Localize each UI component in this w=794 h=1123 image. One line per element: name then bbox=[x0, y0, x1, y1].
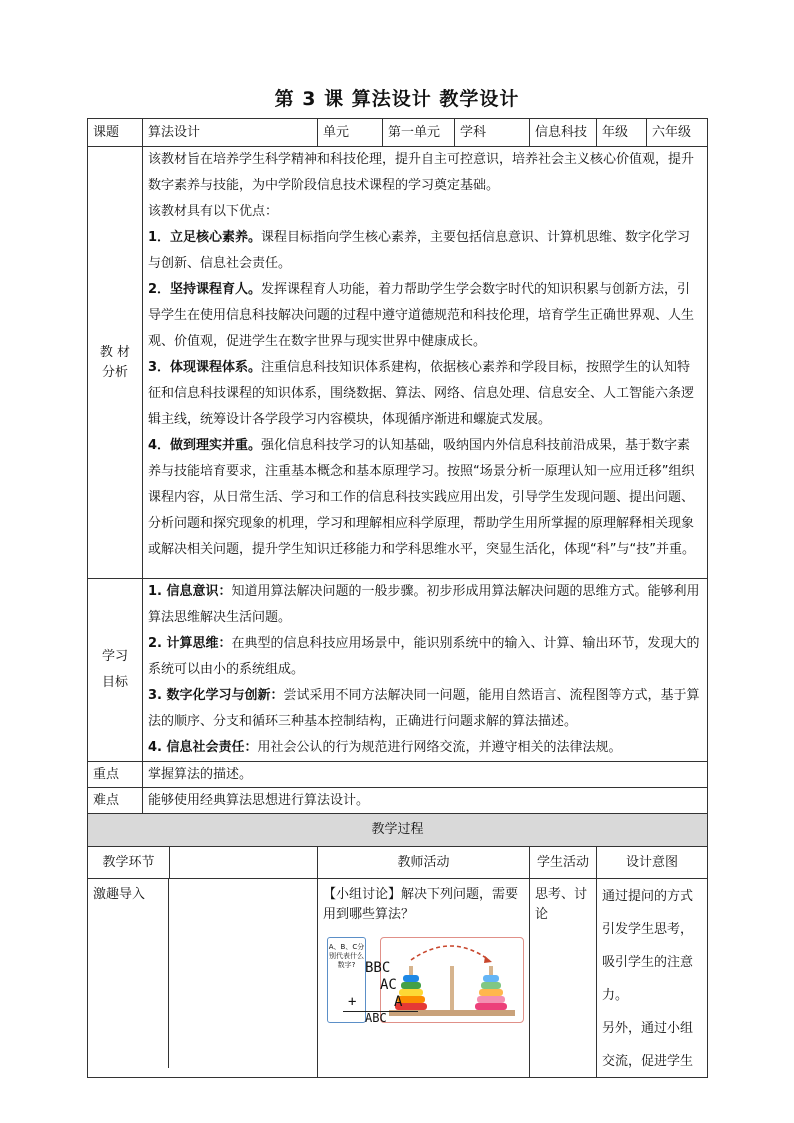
analysis-point-3 bbox=[148, 355, 702, 433]
process-columns-left bbox=[88, 847, 318, 879]
column-stage: 教学环节 bbox=[88, 847, 170, 878]
goal-text: 尝试采用不同方法解决同一问题，能用自然语言、流程图等方式，基于算法的顺序、分支和循环三种基本控制结构，正确进行问题求解的算法描述。 bbox=[148, 688, 700, 729]
arrow-head-icon bbox=[484, 956, 492, 963]
key-point-row bbox=[88, 762, 708, 788]
column-design: 设计意图 bbox=[597, 847, 708, 879]
puzzle-line-2: AC bbox=[380, 977, 397, 993]
addition-puzzle-image bbox=[327, 937, 403, 1025]
disk bbox=[479, 989, 503, 996]
process-header-row bbox=[88, 814, 708, 847]
subject-label: 学科 bbox=[455, 119, 530, 147]
design-line: 通过提问的方式 bbox=[602, 889, 694, 904]
point-text: 发挥课程育人功能，着力帮助学生学会数字时代的知识积累与创新方法，引导学生在使用信息科技解决问题的过程中遵守道德规范和科技伦理，培育学生正确世界观、人生观、价值观，促进学生在数字世界与现实世界中健康成长。 bbox=[148, 282, 695, 349]
analysis-point-2 bbox=[148, 277, 702, 355]
analysis-label-line2: 分析 bbox=[101, 364, 128, 380]
grade-value: 六年级 bbox=[647, 119, 708, 147]
goal-item-4 bbox=[148, 735, 702, 761]
process-row-1-left bbox=[88, 879, 318, 1078]
puzzle-line-3: A bbox=[394, 994, 403, 1010]
puzzle-line-1: BBC bbox=[365, 960, 391, 976]
goal-head: 4. 信息社会责任： bbox=[148, 740, 258, 755]
goal-text: 在典型的信息科技应用场景中，能识别系统中的输入、计算、输出环节，发现大的系统可以由小的系统组成。 bbox=[148, 636, 700, 677]
analysis-label-line1: 教 材 bbox=[99, 344, 131, 360]
analysis-content bbox=[143, 147, 708, 579]
goal-text: 知道用算法解决问题的一般步骤。初步形成用算法解决问题的思维方式。能够利用算法思维解决生活问题。 bbox=[148, 584, 700, 625]
goal-head: 1. 信息意识： bbox=[148, 584, 232, 599]
key-point-value: 掌握算法的描述。 bbox=[143, 762, 708, 788]
goal-text: 用社会公认的行为规范进行网络交流，并遵守相关的法律法规。 bbox=[257, 740, 622, 755]
process-header: 教学过程 bbox=[88, 814, 708, 847]
stage-cell: 激趣导入 bbox=[88, 879, 169, 1068]
goals-label-line2: 目标 bbox=[101, 675, 128, 690]
analysis-label bbox=[88, 147, 143, 579]
design-line: 引发学生思考， bbox=[602, 922, 694, 937]
analysis-advantages: 该教材具有以下优点： bbox=[148, 204, 279, 219]
analysis-point-1 bbox=[148, 225, 702, 277]
goal-item-2 bbox=[148, 631, 702, 683]
peg-2 bbox=[450, 966, 454, 1010]
difficulty-row bbox=[88, 788, 708, 814]
process-columns-row bbox=[88, 847, 708, 879]
disk bbox=[483, 975, 499, 982]
design-cell bbox=[597, 879, 708, 1078]
point-head: 1．立足核心素养。 bbox=[148, 230, 262, 245]
disk bbox=[475, 1003, 507, 1010]
goal-item-1 bbox=[148, 579, 702, 631]
puzzle-question: A、B、C分别代表什么数字? bbox=[328, 943, 365, 969]
goals-content bbox=[143, 579, 708, 762]
move-arrow-icon bbox=[411, 946, 489, 960]
point-head: 2．坚持课程育人。 bbox=[148, 282, 262, 297]
disk bbox=[481, 982, 501, 989]
design-line: 另外，通过小组 bbox=[602, 1021, 694, 1036]
teacher-text: 【小组讨论】解决下列问题，需要用到哪些算法？ bbox=[323, 887, 519, 922]
design-line: 吸引学生的注意 bbox=[602, 955, 694, 970]
point-text: 强化信息科技学习的认知基础，吸纳国内外信息科技前沿成果，基于数字素养与技能培育要求，注重基本概念和基本原理学习。按照“场景分析一原理认知一应用迁移”组织课程内容，从日常生活、学习和工作的信息科技实践应用出发，引导学生发现问题、提出问题、分析问题和探究现象的机理，学习和理解相应科学原理，帮助学生用所掌握的原理解释相关现象或解决相关问题，提升学生知识迁移能力和学科思维水平，突显生活化，体现“科”与“技”并重。 bbox=[148, 438, 695, 557]
student-cell: 思考、讨论 bbox=[530, 879, 597, 1078]
column-teacher: 教师活动 bbox=[318, 847, 530, 879]
analysis-row bbox=[88, 147, 708, 579]
goals-label bbox=[88, 579, 143, 762]
goal-head: 2. 计算思维： bbox=[148, 636, 232, 651]
subject-value: 信息科技 bbox=[530, 119, 597, 147]
goal-head: 3. 数字化学习与创新： bbox=[148, 688, 284, 703]
puzzle-line-4: ABC bbox=[365, 1011, 387, 1025]
unit-value: 第一单元 bbox=[383, 119, 455, 147]
illustrations bbox=[327, 937, 524, 1023]
unit-label: 单元 bbox=[318, 119, 383, 147]
key-point-label: 重点 bbox=[88, 762, 143, 788]
page-title: 第 3 课 算法设计 教学设计 bbox=[274, 88, 520, 110]
point-text: 课程目标指向学生核心素养，主要包括信息意识、计算机思维、数字化学习与创新、信息社会责任。 bbox=[148, 230, 691, 271]
header-row bbox=[88, 119, 708, 147]
design-line: 力。 bbox=[602, 988, 629, 1003]
topic-label: 课题 bbox=[88, 119, 143, 147]
point-head: 4．做到理实并重。 bbox=[148, 438, 262, 453]
grade-label: 年级 bbox=[597, 119, 647, 147]
difficulty-label: 难点 bbox=[88, 788, 143, 814]
column-student: 学生活动 bbox=[530, 847, 597, 879]
point-text: 注重信息科技知识体系建构，依据核心素养和学段目标，按照学生的认知特征和信息科技课程的知识体系，围绕数据、算法、网络、信息处理、信息安全、人工智能六条逻辑主线，统筹设计各学段学习内容模块，体现循序渐进和螺旋式发展。 bbox=[148, 360, 695, 427]
topic-value: 算法设计 bbox=[143, 119, 318, 147]
design-line: 交流，促进学生 bbox=[602, 1054, 694, 1069]
goals-row bbox=[88, 579, 708, 762]
disk bbox=[477, 996, 505, 1003]
difficulty-value: 能够使用经典算法思想进行算法设计。 bbox=[143, 788, 708, 814]
analysis-intro: 该教材旨在培养学生科学精神和科技伦理，提升自主可控意识，培养社会主义核心价值观，提升数字素养与技能，为中学阶段信息技术课程的学习奠定基础。 bbox=[148, 152, 695, 193]
goals-label-line1: 学习 bbox=[101, 649, 128, 664]
teacher-cell bbox=[318, 879, 530, 1078]
goal-item-3 bbox=[148, 683, 702, 735]
point-head: 3．体现课程体系。 bbox=[148, 360, 262, 375]
analysis-point-4 bbox=[148, 433, 702, 563]
puzzle-plus: + bbox=[348, 994, 357, 1010]
process-row-1 bbox=[88, 879, 708, 1078]
lesson-plan-table bbox=[87, 118, 708, 1078]
